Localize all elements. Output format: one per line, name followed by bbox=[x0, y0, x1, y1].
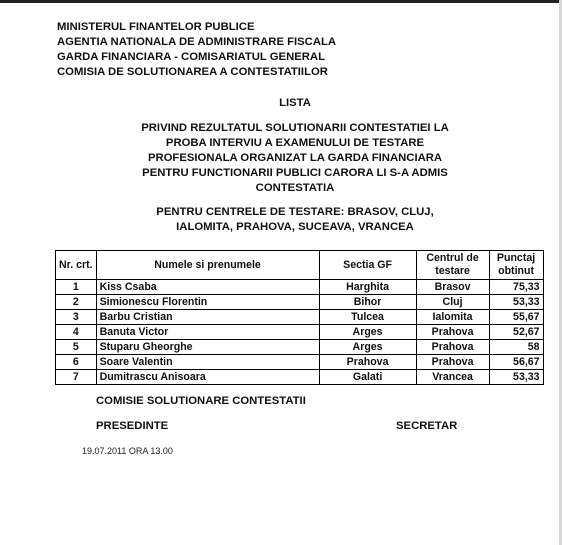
cell-nr: 4 bbox=[56, 325, 97, 340]
cell-nr: 2 bbox=[56, 295, 97, 310]
header-line: GARDA FINANCIARA - COMISARIATUL GENERAL bbox=[57, 51, 325, 63]
col-header-section: Sectia GF bbox=[319, 251, 416, 280]
cell-nr: 3 bbox=[56, 310, 97, 325]
cell-center: Cluj bbox=[416, 295, 489, 310]
cell-section: Bihor bbox=[319, 295, 416, 310]
col-header-center-line: testare bbox=[435, 265, 470, 277]
cell-name: Simionescu Florentin bbox=[96, 295, 319, 310]
cell-score: 75,33 bbox=[489, 280, 543, 295]
col-header-score bbox=[489, 251, 543, 280]
table-row bbox=[56, 355, 544, 370]
results-table bbox=[55, 250, 544, 385]
cell-name: Banuta Victor bbox=[96, 325, 319, 340]
table-row bbox=[56, 325, 544, 340]
top-border bbox=[0, 0, 562, 3]
cell-center: Brasov bbox=[416, 280, 489, 295]
col-header-center-line: Centrul de bbox=[426, 252, 479, 264]
centers-line: PENTRU CENTRELE DE TESTARE: BRASOV, CLUJ, bbox=[156, 206, 434, 218]
header-line: COMISIA DE SOLUTIONAREA A CONTESTATIILOR bbox=[57, 66, 328, 78]
secretary-label: SECRETAR bbox=[396, 420, 458, 432]
col-header-score-line: obtinut bbox=[498, 265, 534, 277]
header-line: MINISTERUL FINANTELOR PUBLICE bbox=[57, 21, 255, 33]
subtitle-line: PROFESIONALA ORGANIZAT LA GARDA FINANCIARA bbox=[147, 152, 443, 164]
cell-section: Prahova bbox=[319, 355, 416, 370]
cell-name: Dumitrascu Anisoara bbox=[96, 370, 319, 385]
committee-label: COMISIE SOLUTIONARE CONTESTATII bbox=[96, 395, 306, 407]
centers-line: IALOMITA, PRAHOVA, SUCEAVA, VRANCEA bbox=[176, 221, 414, 233]
cell-section: Arges bbox=[319, 325, 416, 340]
subtitle-line: CONTESTATIA bbox=[255, 182, 335, 194]
cell-section: Tulcea bbox=[319, 310, 416, 325]
document-title: LISTA bbox=[279, 97, 311, 109]
cell-section: Harghita bbox=[319, 280, 416, 295]
cell-center: Prahova bbox=[416, 325, 489, 340]
cell-name: Barbu Cristian bbox=[96, 310, 319, 325]
cell-nr: 6 bbox=[56, 355, 97, 370]
cell-center: Prahova bbox=[416, 340, 489, 355]
cell-name: Stuparu Gheorghe bbox=[96, 340, 319, 355]
cell-center: Ialomita bbox=[416, 310, 489, 325]
cell-score: 52,67 bbox=[489, 325, 543, 340]
cell-section: Arges bbox=[319, 340, 416, 355]
institution-header bbox=[57, 20, 336, 80]
col-header-name: Numele si prenumele bbox=[96, 251, 319, 280]
subtitle-line: PENTRU FUNCTIONARII PUBLICI CARORA LI S-A ADMIS bbox=[142, 167, 448, 179]
table-row bbox=[56, 295, 544, 310]
table-row bbox=[56, 280, 544, 295]
col-header-nr: Nr. crt. bbox=[56, 251, 97, 280]
cell-center: Vrancea bbox=[416, 370, 489, 385]
cell-name: Kiss Csaba bbox=[96, 280, 319, 295]
cell-center: Prahova bbox=[416, 355, 489, 370]
cell-section: Galati bbox=[319, 370, 416, 385]
table-row bbox=[56, 340, 544, 355]
president-label: PRESEDINTE bbox=[96, 420, 169, 432]
document-subtitle bbox=[14, 121, 562, 196]
testing-centers bbox=[14, 205, 562, 235]
cell-nr: 1 bbox=[56, 280, 97, 295]
table-row bbox=[56, 310, 544, 325]
cell-score: 53,33 bbox=[489, 295, 543, 310]
document-date: 19.07.2011 ORA 13.00 bbox=[82, 446, 173, 456]
cell-score: 55,67 bbox=[489, 310, 543, 325]
cell-score: 56,67 bbox=[489, 355, 543, 370]
subtitle-line: PROBA INTERVIU A EXAMENULUI DE TESTARE bbox=[165, 137, 425, 149]
cell-nr: 7 bbox=[56, 370, 97, 385]
cell-name: Soare Valentin bbox=[96, 355, 319, 370]
cell-score: 53,33 bbox=[489, 370, 543, 385]
cell-score: 58 bbox=[489, 340, 543, 355]
subtitle-line: PRIVIND REZULTATUL SOLUTIONARII CONTESTATIEI LA bbox=[141, 122, 449, 134]
table-header-row bbox=[56, 251, 544, 280]
header-line: AGENTIA NATIONALA DE ADMINISTRARE FISCALA bbox=[57, 36, 337, 48]
col-header-center bbox=[416, 251, 489, 280]
cell-nr: 5 bbox=[56, 340, 97, 355]
table-row bbox=[56, 370, 544, 385]
col-header-score-line: Punctaj bbox=[496, 252, 536, 264]
